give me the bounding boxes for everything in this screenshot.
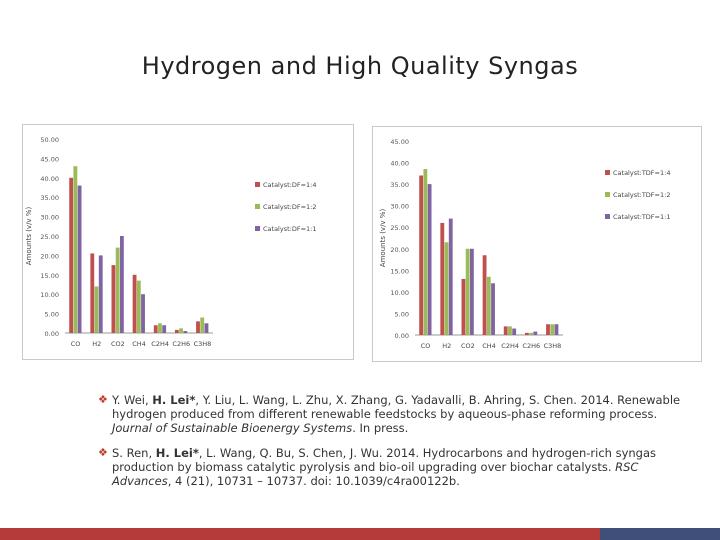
legend-swatch (605, 170, 610, 175)
chart-panel-left (22, 124, 354, 360)
reference-body: , L. Wang, Q. Bu, S. Chen, J. Wu. 2014. Hydrocarbons and hydrogen-rich syngas production by biomass catalytic pyrolysis and bio-oil upgrading over biochar catalysts. (112, 446, 657, 474)
legend-label: Catalyst:TDF=1:2 (613, 191, 671, 199)
chart-panel-right (372, 126, 702, 362)
bar-c3h8-s3 (205, 323, 209, 333)
bar-c3h8-s1 (546, 324, 550, 335)
bar-co-s1 (419, 175, 423, 335)
bar-ch4-s2 (137, 281, 141, 333)
reference-authors: S. Ren, (112, 446, 156, 460)
y-tick-label: 15.00 (40, 271, 59, 280)
legend-label: Catalyst:TDF=1:4 (613, 169, 671, 177)
reference-journal: RSC Advances (112, 460, 639, 488)
y-tick-label: 50.00 (40, 136, 59, 144)
y-tick-label: 0.00 (44, 330, 59, 338)
y-tick-label: 30.00 (40, 213, 59, 222)
bar-co2-s3 (120, 236, 124, 333)
legend-swatch (255, 204, 260, 209)
y-tick-label: 30.00 (390, 202, 409, 211)
bar-chart-right (373, 127, 701, 361)
bar-c2h6-s1 (175, 330, 179, 333)
x-tick-label: C2H6 (172, 340, 191, 348)
bar-co2-s1 (112, 265, 116, 333)
footer-bar (0, 528, 720, 540)
bar-co-s3 (428, 184, 432, 335)
legend-swatch (605, 192, 610, 197)
x-tick-label: CH4 (132, 340, 146, 348)
y-tick-label: 35.00 (40, 194, 59, 203)
footer-bar-blue (600, 528, 720, 540)
y-axis-label: Amounts (v/v %) (25, 206, 33, 266)
reference-tail: . In press. (352, 421, 409, 435)
bar-co-s1 (69, 178, 73, 333)
y-tick-label: 20.00 (40, 252, 59, 261)
x-tick-label: CO (420, 342, 431, 350)
bar-h2-s1 (90, 253, 94, 333)
reference-tail: , 4 (21), 10731 – 10737. doi: 10.1039/c4ra00122b. (167, 474, 460, 488)
x-tick-label: C2H6 (522, 342, 541, 350)
bar-c2h4-s3 (162, 325, 166, 333)
y-tick-label: 5.00 (44, 310, 59, 319)
x-tick-label: H2 (92, 340, 102, 348)
bar-c3h8-s2 (200, 317, 204, 333)
bar-ch4-s1 (483, 255, 487, 335)
bar-c2h6-s3 (533, 332, 537, 335)
legend-label: Catalyst:DF=1:1 (263, 225, 317, 233)
bar-ch4-s3 (491, 283, 495, 335)
y-tick-label: 5.00 (394, 310, 409, 319)
bar-c2h4-s1 (504, 326, 508, 335)
y-tick-label: 0.00 (394, 332, 409, 340)
bar-ch4-s1 (133, 275, 137, 333)
x-tick-label: C3H8 (543, 342, 562, 350)
bar-c2h4-s3 (512, 329, 516, 335)
y-tick-label: 45.00 (40, 155, 59, 164)
bar-c2h4-s2 (158, 323, 162, 333)
legend-label: Catalyst:DF=1:2 (263, 203, 317, 211)
bar-ch4-s3 (141, 294, 145, 333)
bar-co-s2 (423, 169, 427, 335)
legend-swatch (255, 226, 260, 231)
bar-co-s2 (73, 166, 77, 333)
footer-bar-red (0, 528, 600, 540)
y-tick-label: 10.00 (390, 288, 409, 297)
legend-label: Catalyst:DF=1:4 (263, 181, 317, 189)
x-tick-label: CH4 (482, 342, 496, 350)
reference-authors: Y. Wei, (112, 393, 153, 407)
y-tick-label: 15.00 (390, 267, 409, 276)
bar-c2h6-s3 (183, 331, 187, 333)
reference-item (98, 393, 688, 435)
y-tick-label: 35.00 (390, 181, 409, 190)
legend-swatch (605, 214, 610, 219)
x-tick-label: C2H4 (151, 340, 169, 348)
x-tick-label: CO2 (460, 342, 475, 350)
bar-co2-s2 (466, 249, 470, 335)
bar-ch4-s2 (487, 277, 491, 335)
legend-swatch (255, 182, 260, 187)
x-tick-label: CO (70, 340, 81, 348)
bar-c2h6-s2 (529, 333, 533, 335)
bar-c3h8-s1 (196, 321, 200, 333)
y-tick-label: 25.00 (390, 224, 409, 233)
y-tick-label: 40.00 (40, 174, 59, 183)
bar-c2h4-s1 (154, 325, 158, 333)
bar-c3h8-s3 (555, 324, 559, 335)
bar-h2-s3 (99, 255, 103, 333)
y-tick-label: 45.00 (390, 138, 409, 146)
slide-title: Hydrogen and High Quality Syngas (141, 52, 579, 80)
references-list (98, 393, 688, 499)
bar-h2-s3 (449, 219, 453, 335)
y-tick-label: 20.00 (390, 245, 409, 254)
y-tick-label: 25.00 (40, 233, 59, 241)
bar-h2-s2 (95, 286, 99, 333)
bar-co2-s2 (116, 248, 120, 333)
y-tick-label: 10.00 (40, 291, 59, 300)
x-tick-label: C2H4 (501, 342, 519, 350)
y-axis-label: Amounts (v/v %) (379, 208, 387, 268)
diamond-bullet-icon: ❖ (98, 393, 108, 406)
bar-co2-s1 (462, 279, 466, 335)
bar-h2-s1 (440, 223, 444, 335)
bar-c2h4-s2 (508, 326, 512, 335)
reference-journal: Journal of Sustainable Bioenergy Systems (112, 421, 353, 435)
bar-co-s3 (78, 186, 82, 333)
reference-highlight-author: H. Lei* (152, 393, 196, 407)
bar-chart-left (23, 125, 353, 359)
bar-c3h8-s2 (550, 324, 554, 335)
x-tick-label: C3H8 (193, 340, 212, 348)
x-tick-label: CO2 (110, 340, 125, 348)
legend-label: Catalyst:TDF=1:1 (613, 213, 671, 221)
diamond-bullet-icon: ❖ (98, 446, 108, 459)
bar-c2h6-s1 (525, 333, 529, 335)
bar-c2h6-s2 (179, 328, 183, 333)
reference-body: , Y. Liu, L. Wang, L. Zhu, X. Zhang, G. Yadavalli, B. Ahring, S. Chen. 2014. Renewable hydrogen produced from different renewable feedstocks by aqueous-phase reforming process. (112, 393, 681, 421)
y-tick-label: 40.00 (390, 159, 409, 168)
x-tick-label: H2 (442, 342, 452, 350)
bar-co2-s3 (470, 249, 474, 335)
reference-item (98, 446, 688, 488)
reference-highlight-author: H. Lei* (155, 446, 199, 460)
bar-h2-s2 (445, 242, 449, 335)
